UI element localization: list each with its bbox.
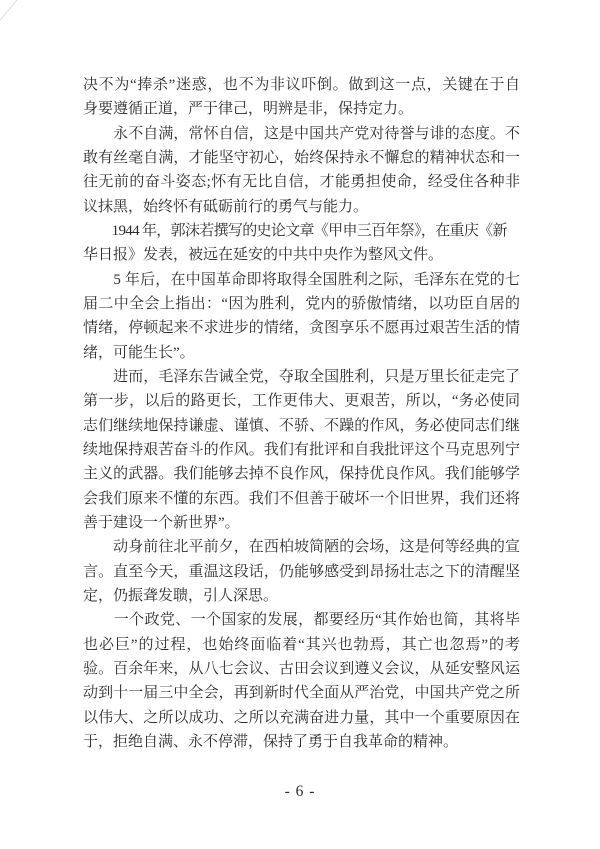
scan-artifact-line	[0, 0, 19, 21]
text-line: 届二中全会上指出：“因为胜利，党内的骄傲情绪，以功臣自居的	[83, 295, 520, 312]
text-line: 1944 年，郭沫若撰写的史论文章《甲申三百年祭》，在重庆《新	[83, 222, 507, 239]
text-line: 永不自满，常怀自信，这是中国共产党对待誉与诽的态度。不	[83, 125, 520, 142]
text-line: 志们继续地保持谦虚、谨慎、不骄、不躁的作风，务必使同志们继	[83, 417, 520, 434]
text-line: 验。百余年来，从八七会议、古田会议到遵义会议，从延安整风运	[83, 660, 520, 677]
text-line: 定，仍振聋发聩，引人深思。	[83, 587, 279, 604]
text-line: 第一步，以后的路更长，工作更伟大、更艰苦，所以，“务必使同	[83, 393, 520, 410]
text-line: 于，拒绝自满、永不停滞，保持了勇于自我革命的精神。	[83, 733, 459, 750]
text-line: 绪，可能生长”。	[83, 344, 195, 361]
text-line: 善于建设一个新世界”。	[83, 514, 240, 531]
document-body	[83, 73, 520, 754]
text-line: 动身前往北平前夕，在西柏坡简陋的会场，这是何等经典的宣	[83, 539, 520, 556]
text-line: 身要遵循正道，严于律己，明辨是非，保持定力。	[83, 101, 414, 118]
text-line: 言。直至今天，重温这段话，仍能够感受到昂扬壮志之下的清醒坚	[83, 563, 520, 580]
text-line: 情绪，停顿起来不求进步的情绪，贪图享乐不愿再过艰苦生活的情	[83, 320, 520, 337]
text-line: 5 年后，在中国革命即将取得全国胜利之际，毛泽东在党的七	[83, 271, 520, 288]
text-line: 主义的武器。我们能够去掉不良作风，保持优良作风。我们能够学	[83, 466, 520, 483]
text-line: 敢有丝毫自满，才能坚守初心，始终保持永不懈怠的精神状态和一	[83, 149, 520, 166]
text-line: 以伟大、之所以成功、之所以充满奋进力量，其中一个重要原因在	[83, 709, 520, 726]
text-line: 也必巨”的过程，也始终面临着“其兴也勃焉，其亡也忽焉”的考	[83, 636, 520, 653]
text-line: 往无前的奋斗姿态;怀有无比自信，才能勇担使命，经受住各种非	[83, 174, 520, 191]
text-line: 决不为“捧杀”迷惑，也不为非议吓倒。做到这一点，关键在于自	[83, 77, 520, 93]
text-line: 续地保持艰苦奋斗的作风。我们有批评和自我批评这个马克思列宁	[83, 441, 520, 458]
page-number: - 6 -	[284, 783, 316, 800]
text-line: 一个政党、一个国家的发展，都要经历“其作始也简，其将毕	[83, 612, 520, 629]
text-line: 议抹黑，始终怀有砥砺前行的勇气与能力。	[83, 198, 369, 215]
text-line: 会我们原来不懂的东西。我们不但善于破坏一个旧世界，我们还将	[83, 490, 520, 507]
text-line: 进而，毛泽东告诫全党，夺取全国胜利，只是万里长征走完了	[83, 368, 520, 385]
text-line: 动到十一届三中全会，再到新时代全面从严治党，中国共产党之所	[83, 685, 520, 702]
text-line: 华日报》发表，被远在延安的中共中央作为整风文件。	[83, 247, 444, 264]
